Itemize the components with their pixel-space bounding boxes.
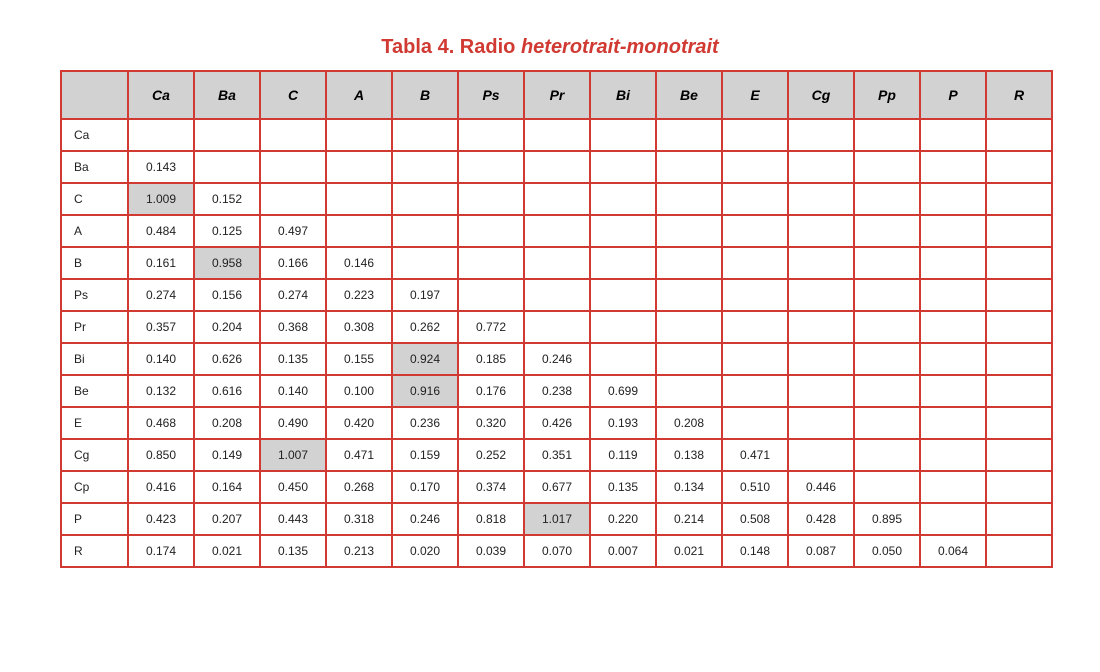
- table-cell: 0.166: [260, 247, 326, 279]
- table-title-prefix: Tabla 4. Radio: [381, 36, 521, 58]
- htmt-ratio-table: [60, 70, 1053, 568]
- table-cell: 0.246: [392, 503, 458, 535]
- table-cell: [986, 119, 1052, 151]
- table-cell: [986, 439, 1052, 471]
- table-cell: [986, 503, 1052, 535]
- table-row: [61, 119, 1052, 151]
- table-cell: [392, 247, 458, 279]
- table-cell: 0.450: [260, 471, 326, 503]
- row-label: Ps: [61, 279, 128, 311]
- table-cell: 0.416: [128, 471, 194, 503]
- table-cell: [986, 215, 1052, 247]
- table-cell: 0.197: [392, 279, 458, 311]
- table-cell: [128, 119, 194, 151]
- table-cell: [722, 279, 788, 311]
- column-header-ps: Ps: [458, 71, 524, 119]
- table-cell: 0.176: [458, 375, 524, 407]
- table-cell: [986, 247, 1052, 279]
- table-cell: [458, 247, 524, 279]
- table-cell: 0.140: [260, 375, 326, 407]
- table-cell: 0.135: [260, 343, 326, 375]
- table-cell: [986, 183, 1052, 215]
- column-header-pp: Pp: [854, 71, 920, 119]
- highlighted-cell: 0.916: [392, 375, 458, 407]
- table-cell: [854, 119, 920, 151]
- table-cell: 0.308: [326, 311, 392, 343]
- table-cell: 0.155: [326, 343, 392, 375]
- table-cell: [788, 215, 854, 247]
- table-cell: [458, 215, 524, 247]
- header-corner-cell: [61, 71, 128, 119]
- table-cell: 0.064: [920, 535, 986, 567]
- table-cell: [722, 407, 788, 439]
- table-cell: [656, 151, 722, 183]
- table-cell: 0.087: [788, 535, 854, 567]
- row-label: Ba: [61, 151, 128, 183]
- table-cell: 0.238: [524, 375, 590, 407]
- table-cell: 0.252: [458, 439, 524, 471]
- table-cell: 0.161: [128, 247, 194, 279]
- header-row: [61, 71, 1052, 119]
- table-cell: [854, 311, 920, 343]
- table-cell: 0.125: [194, 215, 260, 247]
- table-cell: 0.050: [854, 535, 920, 567]
- row-label: Ca: [61, 119, 128, 151]
- table-row: [61, 279, 1052, 311]
- table-cell: 0.134: [656, 471, 722, 503]
- table-cell: [788, 279, 854, 311]
- table-cell: [854, 183, 920, 215]
- table-cell: [920, 247, 986, 279]
- table-title-italic: heterotrait-monotrait: [520, 36, 719, 58]
- table-cell: 0.351: [524, 439, 590, 471]
- table-cell: 0.246: [524, 343, 590, 375]
- table-cell: [524, 279, 590, 311]
- table-cell: 0.262: [392, 311, 458, 343]
- table-cell: 0.497: [260, 215, 326, 247]
- table-body: [61, 119, 1052, 567]
- table-cell: [854, 471, 920, 503]
- table-cell: [656, 279, 722, 311]
- table-cell: [392, 215, 458, 247]
- column-header-cg: Cg: [788, 71, 854, 119]
- table-cell: 0.220: [590, 503, 656, 535]
- table-cell: 0.149: [194, 439, 260, 471]
- table-cell: [194, 151, 260, 183]
- table-cell: [392, 183, 458, 215]
- table-cell: [656, 311, 722, 343]
- table-cell: [590, 343, 656, 375]
- table-cell: 0.143: [128, 151, 194, 183]
- table-row: [61, 343, 1052, 375]
- table-cell: 0.007: [590, 535, 656, 567]
- table-cell: [788, 311, 854, 343]
- table-cell: 0.174: [128, 535, 194, 567]
- table-cell: 0.426: [524, 407, 590, 439]
- table-cell: 0.170: [392, 471, 458, 503]
- table-cell: [788, 407, 854, 439]
- table-cell: [920, 343, 986, 375]
- table-cell: [656, 375, 722, 407]
- table-cell: 0.207: [194, 503, 260, 535]
- table-cell: 0.626: [194, 343, 260, 375]
- column-header-ba: Ba: [194, 71, 260, 119]
- table-cell: [524, 151, 590, 183]
- table-cell: 0.070: [524, 535, 590, 567]
- table-row: [61, 311, 1052, 343]
- table-cell: 0.471: [722, 439, 788, 471]
- table-cell: 0.616: [194, 375, 260, 407]
- highlighted-cell: 1.017: [524, 503, 590, 535]
- table-row: [61, 247, 1052, 279]
- table-cell: 0.320: [458, 407, 524, 439]
- table-row: [61, 215, 1052, 247]
- row-label: C: [61, 183, 128, 215]
- table-cell: [326, 119, 392, 151]
- table-cell: [194, 119, 260, 151]
- table-cell: 0.468: [128, 407, 194, 439]
- table-cell: [920, 439, 986, 471]
- table-cell: 0.140: [128, 343, 194, 375]
- table-row: [61, 151, 1052, 183]
- table-cell: [656, 183, 722, 215]
- table-cell: [590, 119, 656, 151]
- table-cell: 0.100: [326, 375, 392, 407]
- row-label: B: [61, 247, 128, 279]
- table-cell: [788, 151, 854, 183]
- table-cell: [722, 375, 788, 407]
- highlighted-cell: 1.007: [260, 439, 326, 471]
- table-cell: 0.274: [128, 279, 194, 311]
- table-cell: 0.374: [458, 471, 524, 503]
- table-cell: [458, 119, 524, 151]
- table-cell: 0.214: [656, 503, 722, 535]
- table-cell: 0.208: [656, 407, 722, 439]
- table-row: [61, 503, 1052, 535]
- column-header-pr: Pr: [524, 71, 590, 119]
- table-cell: [920, 407, 986, 439]
- table-cell: 0.213: [326, 535, 392, 567]
- column-header-b: B: [392, 71, 458, 119]
- table-cell: 0.772: [458, 311, 524, 343]
- table-header: [61, 71, 1052, 119]
- table-cell: 0.020: [392, 535, 458, 567]
- table-cell: 0.223: [326, 279, 392, 311]
- table-cell: [920, 183, 986, 215]
- table-cell: 0.895: [854, 503, 920, 535]
- table-row: [61, 535, 1052, 567]
- table-cell: [656, 215, 722, 247]
- table-cell: [920, 471, 986, 503]
- table-cell: [260, 151, 326, 183]
- table-cell: 0.152: [194, 183, 260, 215]
- table-cell: 0.185: [458, 343, 524, 375]
- table-cell: [788, 247, 854, 279]
- table-cell: 0.021: [194, 535, 260, 567]
- table-cell: [986, 343, 1052, 375]
- table-cell: [920, 151, 986, 183]
- table-cell: [722, 311, 788, 343]
- table-cell: 0.268: [326, 471, 392, 503]
- table-cell: [788, 375, 854, 407]
- highlighted-cell: 1.009: [128, 183, 194, 215]
- table-cell: [260, 119, 326, 151]
- table-cell: [326, 183, 392, 215]
- table-cell: 0.021: [656, 535, 722, 567]
- table-cell: [260, 183, 326, 215]
- row-label: E: [61, 407, 128, 439]
- table-cell: 0.159: [392, 439, 458, 471]
- column-header-r: R: [986, 71, 1052, 119]
- table-cell: [854, 215, 920, 247]
- table-cell: [854, 375, 920, 407]
- table-cell: 0.423: [128, 503, 194, 535]
- table-cell: [788, 183, 854, 215]
- table-cell: [854, 247, 920, 279]
- table-cell: 0.484: [128, 215, 194, 247]
- column-header-be: Be: [656, 71, 722, 119]
- table-cell: [392, 119, 458, 151]
- table-cell: [854, 279, 920, 311]
- table-cell: 0.146: [326, 247, 392, 279]
- table-cell: [788, 343, 854, 375]
- row-label: Bi: [61, 343, 128, 375]
- table-cell: [590, 183, 656, 215]
- table-cell: 0.135: [590, 471, 656, 503]
- table-cell: [920, 279, 986, 311]
- table-cell: [722, 247, 788, 279]
- table-cell: 0.699: [590, 375, 656, 407]
- table-cell: [986, 375, 1052, 407]
- table-cell: [854, 439, 920, 471]
- highlighted-cell: 0.924: [392, 343, 458, 375]
- table-cell: 0.510: [722, 471, 788, 503]
- table-cell: [788, 439, 854, 471]
- table-cell: 0.135: [260, 535, 326, 567]
- table-cell: 0.818: [458, 503, 524, 535]
- table-cell: 0.148: [722, 535, 788, 567]
- row-label: Pr: [61, 311, 128, 343]
- table-cell: 0.677: [524, 471, 590, 503]
- table-cell: [920, 119, 986, 151]
- table-row: [61, 407, 1052, 439]
- table-cell: [986, 151, 1052, 183]
- table-cell: 0.236: [392, 407, 458, 439]
- table-cell: 0.368: [260, 311, 326, 343]
- table-cell: [722, 183, 788, 215]
- table-cell: [722, 343, 788, 375]
- table-row: [61, 439, 1052, 471]
- table-cell: 0.204: [194, 311, 260, 343]
- table-cell: 0.420: [326, 407, 392, 439]
- table-cell: [458, 279, 524, 311]
- table-cell: [590, 247, 656, 279]
- table-cell: 0.508: [722, 503, 788, 535]
- table-cell: 0.850: [128, 439, 194, 471]
- table-cell: [986, 311, 1052, 343]
- table-cell: 0.164: [194, 471, 260, 503]
- table-cell: [920, 311, 986, 343]
- table-cell: [326, 215, 392, 247]
- table-cell: 0.132: [128, 375, 194, 407]
- table-cell: 0.490: [260, 407, 326, 439]
- table-cell: [986, 407, 1052, 439]
- table-cell: [458, 151, 524, 183]
- table-cell: [326, 151, 392, 183]
- highlighted-cell: 0.958: [194, 247, 260, 279]
- column-header-ca: Ca: [128, 71, 194, 119]
- table-row: [61, 375, 1052, 407]
- table-cell: [656, 119, 722, 151]
- table-cell: [920, 503, 986, 535]
- table-title: [0, 34, 1100, 60]
- table-cell: [524, 311, 590, 343]
- column-header-e: E: [722, 71, 788, 119]
- table-cell: 0.446: [788, 471, 854, 503]
- column-header-p: P: [920, 71, 986, 119]
- column-header-a: A: [326, 71, 392, 119]
- table-cell: 0.357: [128, 311, 194, 343]
- table-row: [61, 471, 1052, 503]
- table-cell: [920, 215, 986, 247]
- table-cell: 0.428: [788, 503, 854, 535]
- column-header-bi: Bi: [590, 71, 656, 119]
- table-cell: [590, 279, 656, 311]
- table-cell: 0.208: [194, 407, 260, 439]
- table-cell: [392, 151, 458, 183]
- table-cell: [722, 119, 788, 151]
- row-label: A: [61, 215, 128, 247]
- row-label: P: [61, 503, 128, 535]
- row-label: Cp: [61, 471, 128, 503]
- table-cell: [854, 151, 920, 183]
- table-cell: [458, 183, 524, 215]
- table-cell: 0.443: [260, 503, 326, 535]
- table-cell: [656, 247, 722, 279]
- table-cell: [524, 247, 590, 279]
- table-cell: 0.119: [590, 439, 656, 471]
- table-cell: [788, 119, 854, 151]
- table-cell: [524, 119, 590, 151]
- table-cell: [920, 375, 986, 407]
- table-row: [61, 183, 1052, 215]
- table-cell: [986, 279, 1052, 311]
- table-cell: 0.138: [656, 439, 722, 471]
- row-label: R: [61, 535, 128, 567]
- table-cell: [524, 215, 590, 247]
- table-cell: 0.274: [260, 279, 326, 311]
- table-cell: [590, 215, 656, 247]
- table-cell: [590, 151, 656, 183]
- table-cell: [524, 183, 590, 215]
- table-cell: [656, 343, 722, 375]
- table-cell: 0.039: [458, 535, 524, 567]
- row-label: Be: [61, 375, 128, 407]
- table-cell: 0.193: [590, 407, 656, 439]
- table-cell: [722, 151, 788, 183]
- table-cell: [986, 535, 1052, 567]
- column-header-c: C: [260, 71, 326, 119]
- table-cell: 0.471: [326, 439, 392, 471]
- table-cell: 0.156: [194, 279, 260, 311]
- table-cell: [854, 343, 920, 375]
- table-cell: [722, 215, 788, 247]
- table-cell: 0.318: [326, 503, 392, 535]
- table-cell: [590, 311, 656, 343]
- row-label: Cg: [61, 439, 128, 471]
- table-cell: [854, 407, 920, 439]
- table-cell: [986, 471, 1052, 503]
